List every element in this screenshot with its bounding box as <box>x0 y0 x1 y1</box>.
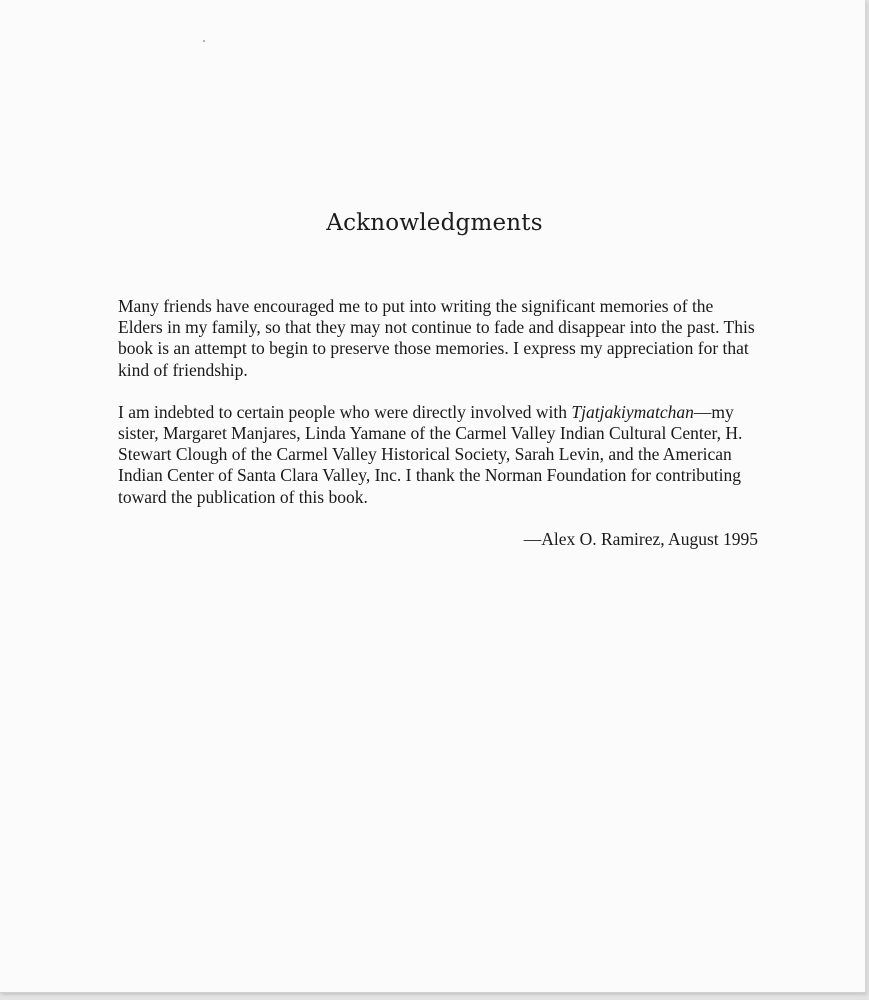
paragraph-2-rest: —my sister, Margaret Manjares, Linda Yamane of the Carmel Valley Indian Cultural Center, H. Stewart Clough of the Carmel Valley Historical Society, Sarah Levin, and the American Indian Center of Santa Clara Valley, Inc. I thank the Norman Foundation for contributing toward the publication of this book. <box>118 401 743 507</box>
paper-speck <box>203 40 205 42</box>
signature: —Alex O. Ramirez, August 1995 <box>523 528 758 549</box>
paragraph-1: Many friends have encouraged me to put into writing the significant memories of the Elders in my family, so that they may not continue to fade and disappear into the past. This book is an attempt to begin to preserve those memories. I express my appreciation for that kind of friendship. <box>118 296 755 380</box>
acknowledgments-body <box>118 296 758 571</box>
book-title: Tjatjakiymatchan <box>571 401 694 422</box>
paragraph-2 <box>118 402 758 508</box>
paragraph-2-intro: I am indebted to certain people who were directly involved with <box>118 401 572 422</box>
page-title: Acknowledgments <box>326 210 543 236</box>
